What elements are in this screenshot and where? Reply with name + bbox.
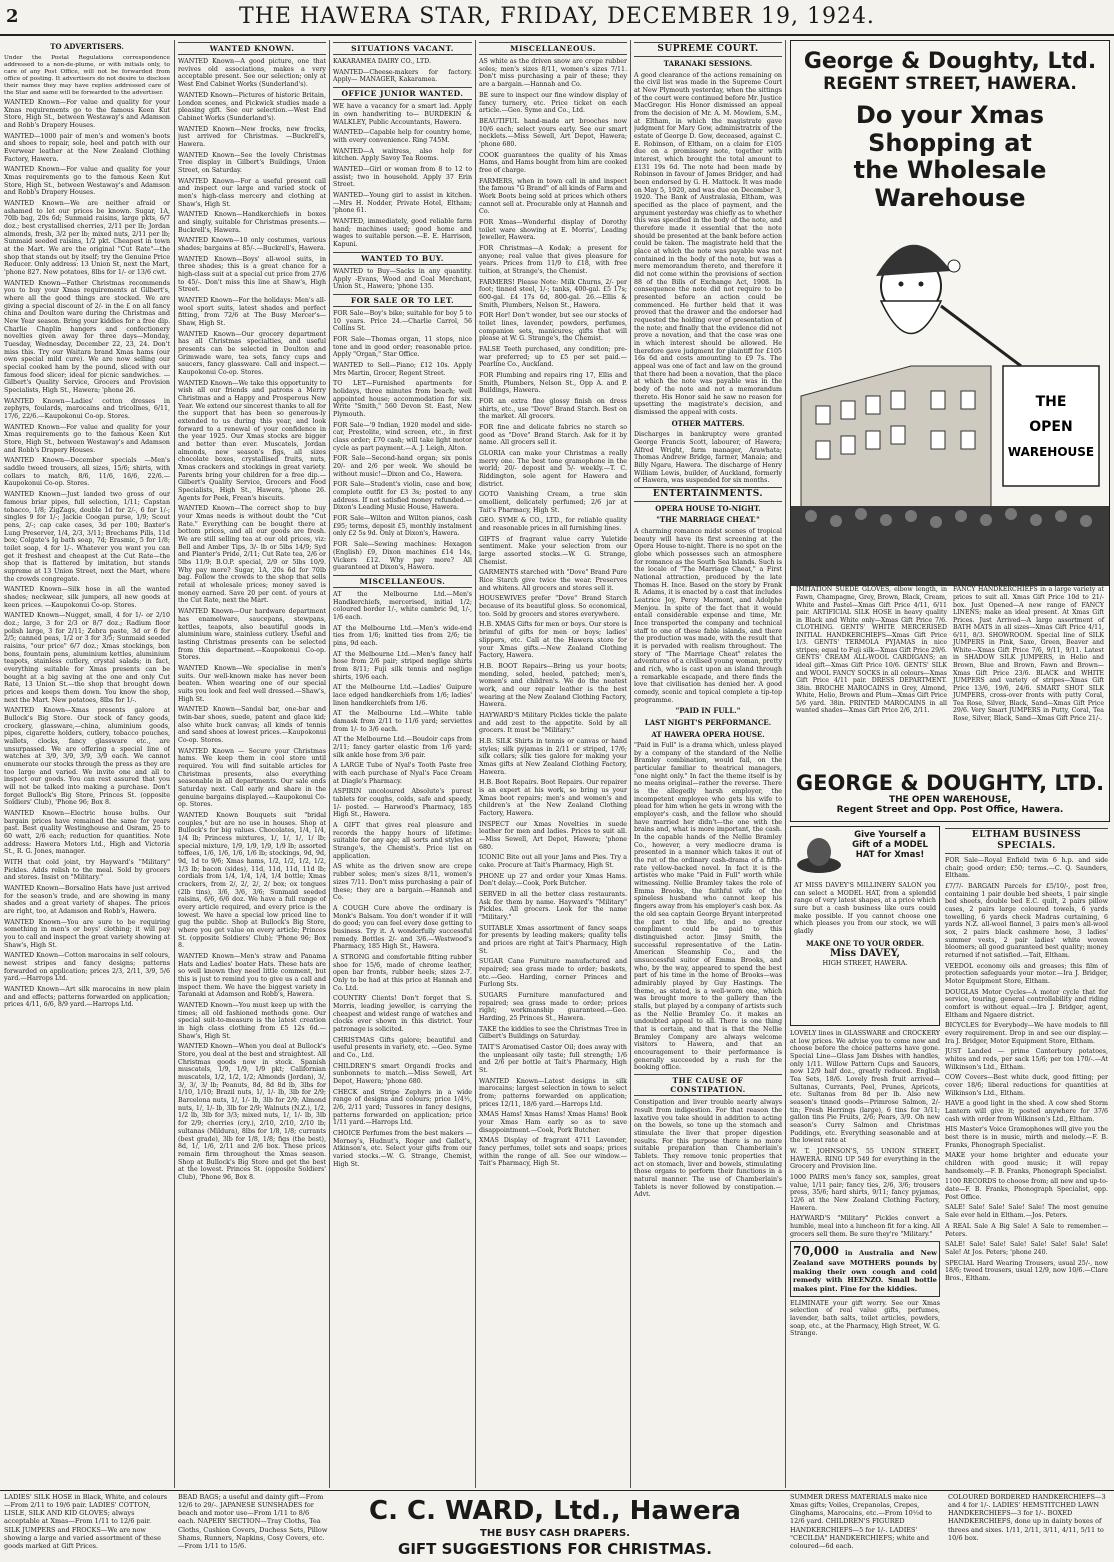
postal-notice: Under the Postal Regulations correspondence addressed to a non-de-plume, or with initials only, to care of any Post Office, will not be forwarded from office of posting. It advertisers do not desire to disclose their names they may have replies addressed care of the Star and same will be forwarded to the advertiser. — [4, 54, 170, 96]
classified-ad: AT the Melbourne Ltd.—Boudoir caps from 2/11; fancy garter elastic from 1/6 yard; silk ankle hose from 3/6 pair. — [333, 736, 472, 759]
classified-ad: H.B. SILK Shirts in tennis or canvas or hand styles; silk pyjamas in 2/11 or striped, 17/6; silk collars; silk ties galore for making your Xmas gifts at New Zealand Clothing Factory, Hawera. — [479, 737, 627, 776]
classified-ad: WANTED, immediately, good reliable farm hand; machines used; good home and wages to suitable person.—E. E. Harrison, Kapuni. — [333, 218, 472, 249]
classified-ad: WANTED Known—Art silk marocains in new plain and and effects; patterns forwarded on application; prices 4/11, 6/6, 8/9 yard.—Harrops Ltd. — [4, 986, 170, 1009]
classified-ad: AT the Melbourne Ltd.—Men's Handkerchiefs, mercerised, initial 1/2; coloured border 1/-, white cambric 9d, 1/-, 1/6 each. — [333, 590, 472, 621]
heenzo-ad: 70,000 in Australia and New Zealand save MOTHERS pounds by making their own cough and cold remedy with HEENZO. Small bottle makes pint. Fine for the kiddies. — [790, 1241, 940, 1296]
store-name: George & Doughty, Ltd. — [803, 49, 1097, 74]
subheading: LAST NIGHT'S PERFORMANCE. — [644, 717, 772, 727]
classified-ad: GIFTS of fragrant value carry Yuletide sentiment. Make your selection from our large assorted stocks.—W. G. Strange, Chemist. — [479, 535, 627, 566]
classified-ad: 1100 RECORDS to choose from; all new and up-to-date—F. B. Franks, Phonograph Specialist, opp. Post Office. — [945, 1178, 1108, 1201]
supreme-court-heading: SUPREME COURT. — [634, 42, 782, 57]
classified-ad: FOR an extra fine glossy finish on dress shirts, etc., use "Dove" Brand Starch. Best on the market. All grocers. — [479, 398, 627, 421]
classified-ad: FOR Her! Don't wonder, but see our stocks of toilet lines, lavender, powders, perfumes, companion sets, manicures; gifts that will please at W. G. Strange's, the Chemist. — [479, 312, 627, 343]
classified-ad: PHONE up 27 and order your Xmas Hams. Don't delay.—Cook, Pork Butcher. — [479, 872, 627, 888]
classified-ad: AT the Melbourne Ltd.—Men's wide-end ties from 1/6; knitted ties from 2/6; tie pins, 9d each. — [333, 624, 472, 648]
classified-ad: A REAL Sale A Big Sale! A Sale to remember.—Peters. — [945, 1222, 1108, 1238]
classified-ad: TAIT'S Aromatised Castor Oil; does away with the unpleasant oily taste; full strength; 1/6 and 2/6 per bottle at Tait's Pharmacy, High St. — [479, 1044, 627, 1075]
classified-ad: CHILDREN'S smart Organdi frocks and sunbonnets to match.—Miss Sewell, Art Depot, Hawera; 'phone 680. — [333, 1062, 472, 1085]
hat-seller: Miss DAVEY, — [829, 947, 901, 959]
classified-ad: FOR Sale—Boy's bike; suitable for boy 5 to 10 years. Price 24.—Charlie Carrol, 56 Collins St. — [333, 310, 472, 333]
classified-ad: SUITABLE Xmas assortment of fancy soaps for presents by leading makers; quality tells and prices are right at Tait's Pharmacy, High St. — [479, 924, 627, 955]
classified-ad: FOR Sale—Student's violin, case and bow, complete outfit for £3 3s; posted to any address. If not satisfied money refunded.—Dixon's Leading Music House, Hawera. — [333, 481, 472, 512]
classified-ad: A STRONG and comfortable fitting rubber shoe for 15/6, made of chrome leather, open bar fronts, rubber heels; sizes 2-7. Only to be had at this price at Hannah and Co. Ltd. — [333, 953, 472, 992]
classified-ad: WANTED Known—10 only costumes, various shades; bargains at 85/-.—Buckrell's, Hawera. — [178, 237, 326, 252]
svg-text:OPEN: OPEN — [1029, 419, 1073, 436]
george-doughty-ad — [790, 40, 1110, 822]
hat-address: HIGH STREET, HAWERA. — [822, 958, 908, 967]
classified-ad: AT the Melbourne Ltd.—Ladies' Guipure lace edged handkerchiefs from 1/6; ladies' linen handkerchiefs from 1/6. — [333, 684, 472, 707]
classified-ad: SUGAR Cane Furniture manufactured and repaired; sea grass made to order; baskets, etc.—Geo. Harding, corner Princes and Furlong Sts. — [479, 958, 627, 989]
column-advertisers — [4, 40, 170, 1488]
classified-ad: MAKE your home brighter and educate your children with good music; it will repay handsomely.—F. B. Franks, Phonograph Specialist. — [945, 1152, 1108, 1175]
classified-ad: FOR Sale—Thomas organ, 11 stops, nice tone and in good order; reasonable price. Apply "Organ," Star Office. — [333, 336, 472, 359]
classified-ad: AT the Melbourne Ltd.—White table damask from 2/11 to 11/6 yard; serviettes from 1/- to 3/6 each. — [333, 710, 472, 733]
classified-ad: WANTED Known—Sandal bar, one-bar and twin-bar shoes, suede, patent and glace kid; also white buck canvas; all kinds of tennis and sand shoes at lowest prices.—Kaupokonui Co-op. Stores. — [178, 706, 326, 744]
classified-ad: WANTED Known—See the lovely Christmas Tree display in Gilbert's Buildings, Union Street, on Saturday. — [178, 151, 326, 174]
classified-ad: FOR Sale—'9 Indian, 1920 model and side-car, Prestolite, wind screen, etc., in first class order; £70 cash; will take light motor cycle as part payment.—A. J. Leigh, Alton. — [333, 421, 472, 452]
column-rule — [785, 40, 786, 1488]
classified-ad: A LARGE Tube of Nyal's Tooth Paste free with each purchase of Nyal's Face Cream at Diagle's Pharmacy. — [333, 762, 472, 785]
ward-slogan: THE BUSY CASH DRAPERS. — [480, 1527, 630, 1539]
cc-ward-ad — [0, 1490, 1114, 1562]
classified-list — [790, 1030, 940, 1238]
section-heading: MISCELLANEOUS. — [479, 42, 627, 55]
classified-list — [945, 857, 1108, 1283]
classified-ad: SUGARS Furniture manufactured and repaired; sea grass made to order; prices right; workmanship guaranteed.—Geo. Harding, 25 Princes St., Hawera. — [479, 992, 627, 1023]
subheading: AT HAWERA OPERA HOUSE. — [651, 729, 765, 739]
classified-ad: FALSE Teeth purchased, any condition; pre-war preferred; up to £5 per set paid.—Pearline Co., Auckland. — [479, 345, 627, 369]
classified-ad: A COUGH Cure above the ordinary is Monk's Balsam. You don't wonder if it will do good; you can feel every dose getting to business. Try it. A wonderfully successful remedy. Bottles 2/- and 3/6.—Westwood's Pharmacy, 185 High St., Hawera. — [333, 904, 472, 951]
section-heading: MISCELLANEOUS. — [333, 575, 472, 588]
classified-ad: ASPIRIN uncoloured Absolute's purest tablets for coughs, colds, safe and speedy, 1/- posted. — Harwood's Pharmacy, 185 High St., Hawera. — [333, 788, 472, 819]
classified-ad: 1000 PAIRS men's fancy sox, samples, great value, 1/11 pair; fancy ties, 2/6, 3/6; trousers press, 35/6; hard shirts, 9/11; fancy pyjamas, 12/6 at the New Zealand Clothing Factory, Hawera. — [790, 1174, 940, 1212]
ward-right-items: COLOURED BORDERED HANDKERCHIEFS—3 and 4 for 1/-. LADIES' HEMSTITCHED LAWN HANDKERCHIEFS—3 for 1/-. BOXED HANDKERCHIEFS, done up in dainty boxes of threes and sixes. 1/11, 2/11, 3/11, 4/11, 5/11 to 10/6 box. — [948, 1493, 1106, 1542]
gd-footer: GEORGE & DOUGHTY, LTD. THE OPEN WAREHOUSE, Regent Street and Opp. Post Office, Hawera. — [795, 771, 1105, 815]
classified-ad: WANTED—Girl or woman from 8 to 12 to assist; two in household. Apply 37 Erin Street. — [333, 166, 472, 189]
classified-ad: JUST Landed — prime Canterbury potatoes, whites and reds, per sack 15/6; per ton 170/-.—At Wilkinson's Ltd., Eltham. — [945, 1048, 1108, 1071]
classified-ad: WANTED Known—Father Christmas recommends you to buy your Xmas requirements at Gilbert's, where all the good things are stocked. We are giving a special discount of 2/- in the £ on all fancy china and Doulton ware during the Christmas and New Year season. Bring your kiddies for a free dip. Charlie Chaplin hangers and confectionery novelties given away for three days—Monday, Tuesday, Wednesday, December 22, 23, 24. Don't miss this. Try our Waitara brand Xmas hams (our own special mild cure). We are now selling our special cooked ham by the pound, sliced with our famous food slicer; ideal for picnic sandwiches. —Gilbert's Quality Service, Grocers and Provision Specialists, High St., Hawera; 'phone 26. — [4, 279, 170, 395]
classified-ad: WANTED Known—We take this opportunity to wish all our friends and patrons a Merry Christmas and a Happy and Prosperous New Year. We extend our sincerest thanks to all for the support that has been so generous-ly extended to us during this year, and look forward to a renewal of your confidence in the year 1925. Our Xmas stocks are bigger and better than ever. Muscatels, Jordan almonds, new season's figs, all sizes chocolate boxes, crystallised fruits, nuts, Xmas crackers and stockings in great variety. Parents bring your children for a free dip.—Gilbert's Quality Service, Grocers and Food Specialists, High St., Hawera, 'phone 26. Agents for Peek, Frean's biscuits. — [178, 379, 326, 502]
newspaper-title: THE HAWERA STAR, FRIDAY, DECEMBER 19, 1924. — [239, 4, 875, 29]
ward-mid-right-items: SUMMER DRESS MATERIALS make nice Xmas gifts; Voiles, Crepanolas, Crepes, Ginghams, Marocains, etc.—From 10½d to 12/6 yard. CHILDREN'S FIGURED HANDKERCHIEFS—5 for 1/-. LADIES' "CECILDA" HANDKERCHIEFS; white and coloured—6d each. — [790, 1493, 932, 1550]
eliminate-ad: ELIMINATE your gift worry. See our Xmas selection of real value gifts, perfumes, lavender, bath salts, toilet articles, powders, soap, etc., at the Pharmacy, High Street, W. G. Strange. — [790, 1299, 940, 1338]
classified-ad: SALE! Sale! Sale! Sale! Sale! The most genuine Sale ever held in Eltham.—Jos. Peters. — [945, 1204, 1108, 1220]
classified-ad: WITH that cold joint, try Hayward's "Military" Pickles. Adds relish to the meal. Sold by grocers and stores. Insist on "Military." — [4, 859, 170, 882]
classified-ad: WANTED Known Bouquets suit "bridal couples," but are no use in houses. Shop at Bullock's for big values. Chocolates, 1/4, 1/4, 1/4 lb; Princess mixtures, 1/, 1/, 1/, 1/ lb; special mixture, 1/9, 1/9, 1/9, 1/9 lb; assorted toffees, 1/6, 1/6, 1/6, 1/6 lb; stockings, 9d, 9d, 9d, 1d to 9/6; Xmas hams, 1/2, 1/2, 1/2, 1/2, 1/3 lb; bacon (sides), 11d, 11d, 11d, 11d lb; cordials from 1/4, 1/4, 1/4, 1/4 bottle; Xmas crackers, from 2/, 2/, 2/, 2/ box; ox tongues (2lb tins), 3/6, 3/6, 3/6; Sunmaid seeded raisins, 6/6, 6/6 doz. We have a full range of every article required, and every price is the lowest. We have a special low priced line to gug the public. Shop at Bullock's Big Store, where you get value on every article; Princes St. (opposite Soldiers' Club); 'Phone 96; Box 8. — [178, 811, 326, 950]
classified-ad: WANTED to Buy—Sacks in any quantity. Apply -Evans, Wood and Coal Merchant, Union St., Hawera; 'phone 135. — [333, 267, 472, 291]
classified-ad: WANTED Known—New frocks, new frocks, just arrived for Christmas. —Buckrell's, Hawera. — [178, 125, 326, 148]
classified-ad: WANTED Known—Men's straw and Panama Hats and Ladies' boater Hats. These hats are so well known they need little comment, but this is just to remind you to give us a call and inspect them. We have the biggest variety in Taranaki at Adamson and Robb's, Hawera. — [178, 953, 326, 999]
classified-list — [333, 58, 472, 84]
section-heading: WANTED KNOWN. — [178, 42, 326, 55]
classified-ad: WANTED Known—Ladies' cotton dresses in zephyrs, foulards, marocains and tricolines, 6/11, 17/6, 22/6.—Kaupokonui Co-op. Stores. — [4, 397, 170, 421]
santa-warehouse-illustration — [791, 216, 1109, 586]
classified-ad: GOTO Vanishing Cream, a true skin emollient, delicately perfumed; 2/6 jar at Tait's Pharmacy, High St. — [479, 491, 627, 514]
classified-ad: LOVELY lines in GLASSWARE and CROCKERY at low prices. We advise you to come now and choose before the choice patterns have gone. Special Line—Glass Jam Dishes with handles, only 1/11. Willow Pattern Cups and Saucers, now 12/9 half doz., greatly reduced. English Tea Sets, 18/6. Lovely fresh fruit arrived—Sultanas, Currants, Peel, Prunes, Apricots, etc. Sultanas from 8d per lb. Also new season's tinned goods—Primrose Salmon, 2/- tin; Fresh Herrings (large), 6 tins for 3/11; gallon tins Pie Fruits, 2/6; Pears, 3/9. Oh new season's Curry Salmon and Christmas Puddings, etc. Everything seasonable and at the lowest rate at — [790, 1030, 940, 1145]
classified-ad: WANTED Known—For value and quality for your Xmas requirements go to the famous Keen Kut Store, High St., between Westaway's and Adamson and Robb's Drapery Houses. — [4, 98, 170, 129]
classified-ad: A GIFT that gives real pleasure and records the happy hours of lifetime: suitable for any age; all sorts and styles at Strange's, the Chemist's. Price list on application. — [333, 822, 472, 860]
classified-ad: HIS Master's Voice Gramophones will give you the best there is in music, mirth and melody.—F. B. Franks, Phonograph Specialist. — [945, 1126, 1108, 1149]
masthead — [0, 0, 1114, 36]
classified-ad: WANTED—Cheese-makers for factory. Apply— MANAGER, Kakaramea. — [333, 68, 472, 84]
classified-ad: WANTED Known—Pictures of historic Britain, London scenes, and Pickwick studies made a pleasing gift. See our selection.—West End Cabinet Works (Sunderland's). — [178, 91, 326, 122]
column-rule — [630, 40, 631, 1488]
classified-ad: WANTED Known—For value and quality for your Xmas requirements go to the famous Keen Kut Store, High St., between Westaway's and Adamson and Robb's Drapery Houses. — [4, 166, 170, 197]
classified-ad: H.B. XMAS Gifts for men or boys. Our store is brimful of gifts for men or boys; ladies' slippers, etc. Call at the Hawera store for your Xmas gifts.—New Zealand Clothing Factory, Hawera. — [479, 621, 627, 660]
classified-ad: £7/7/- BARGAIN Parcels for £5/10/-, post free, containing 1 pair double bed sheets, 1 pair single bed sheets, double bed E.C. quilt, 2 pairs pillow cases, 2 pairs large coloured towels, 6 yards towelling, 6 yards check Madras curtaining, 6 yards N.Z. all-wool flannel, 3 pairs men's all-wool sox, 2 pairs black cashmere hose, 3 ladies' summer vests, 2 pair ladies' white woven bloomers; all good guaranteed best quality; money returned if not satisfied.—Tait, Eltham. — [945, 882, 1108, 959]
classified-ad: WANTED Known—Just landed two gross of our famous briar pipes, full selection, 1/11; Capstan tobacco, 1/8; ZigZags, double 1d for 2/-, 6 for 1/-; singles 9 for 1/-; Jackie Coogan purse, 1/9; Scout pens, 2/-; cap cake cases, 3d per 100; Baxter's Lung Preserver, 1/4, 2/3, 3/11; Brechams Pills, 11d box; Colgate's Ig bath soap, 7d; Erasmic, 5 for 1/8; toilet soap, 4 for 1/-. Whatever you want you can get it freshest and cheapest at the Cut Rate—the shop that is flattered by imitation, but stands supreme at 13 Union Street, next the Mart, where the crowds congregate. — [4, 491, 170, 583]
classified-ad: WANTED Known—You are sure to be requiring something in men's or boys' clothing; it will pay you to call and inspect the great variety showing at Shaw's, High St. — [4, 918, 170, 949]
subheading: TARANAKI SESSIONS. — [663, 58, 753, 68]
constipation-heading: THE CAUSE OF CONSTIPATION. — [634, 1074, 782, 1096]
classified-ad: AT the Melbourne Ltd.—Men's fancy half hose from 2/6 pair; striped neglige shirts from 8/11; Fuji silk tennis and neglige shirts, 19/6 each. — [333, 650, 472, 681]
classified-ad: WANTED Known—Our hardware department has enamelware, saucepans, stewpans, kettles, teapots, also beautiful goods in aluminium ware, stainless cutlery. Useful and lasting Christmas presents can be selected from this department.—Kaupokonui Co-op. Stores. — [178, 608, 326, 662]
classified-ad: WANTED Known—Silk hose in all the wanted shades; neckwear, silk jumpers, all new goods at keen prices. —Kaupokonui Co-op. Stores. — [4, 586, 170, 609]
classified-ad: WANTED Known—We are neither afraid or ashamed to let our prices be known. Sugar, 1A, 70lb bag, 20s 6d; Sunmaid raisins, large pkts, 6/7 doz.; best crystallised cherries, 2/11 per lb; Jordan almonds, fresh, 3/2 per lb; mixed nuts, 2/11 per lb; Sunmaid seeded raisins, 1/2 pkt. Cheapest in town at the Mart. We are the original "Cut Rate"—the shop that stands out by itself; try the Genuine Price Reducer. Only address: 13 Union St, next the Mart, 'phone 827. New potatoes, 8lbs for 1/- or 13/6 cwt. — [4, 199, 170, 277]
classified-list — [333, 103, 472, 248]
classified-ad: WANTED Known — Secure your Christmas hams. We keep them in cool store until required. You will find suitable articles for Christmas presents, also everything seasonable in all departments. Our sale ends Saturday next. Call early and share in the genuine bargains displayed.—Kaupokonui Co-op. Stores. — [178, 747, 326, 809]
classified-ad: WANTED Known—A good picture, one that revives old associations, makes a very acceptable present. See our selection; only at West End Cabinet Works (Sunderland's). — [178, 58, 326, 89]
classified-ad: WANTED Known—Electric house bulbs. Our bargain prices have remained the same for years past. Best quality Westinghouse and Osram, 25 to 60 watt, 2/6 each; reduction for quantities. Note address: Hawera Motors Ltd., High and Victoria St., R. G. Jones, manager. — [4, 810, 170, 856]
classified-ad: COUNTRY Clients! Don't forget that S. Morris, leading jeweller, is carrying the cheapest and widest range of watches and clocks ever shown in this district. Your patronage is solicited. — [333, 995, 472, 1033]
subheading: OPERA HOUSE TO-NIGHT. — [655, 503, 761, 513]
classified-ad: GLORIA can make your Christmas a really merry one. The best tone gramophone in the world; 20/- deposit and 5/- weekly.—T. C. Riddington, sole agent for Hawera and district. — [479, 450, 627, 488]
column-glassware — [790, 1030, 940, 1486]
classified-ad: FOR Xmas—Wonderful display of Dorothy toilet ware showing at E. Morris', Leading Jeweller, Hawera. — [479, 218, 627, 242]
column-eltham — [945, 826, 1108, 1486]
classified-ad: WANTED Known—Nugget, small, 4 for 1/- or 2/10 doz.; large, 3 for 2/3 or 8/7 doz.; Radium floor polish large, 3 for 2/11; Zebra paste, 3d or 6 for 2/5; canned peas, 1/2 or 3 for 3/5; Sunmaid seeded raisins, "our price" 6/7 doz.; Xmas stockings, bon bons, fountain pens, aluminium kettles, aluminium teapots, stainless cutlery, crystal salads; in fact, everything suitable for Xmas presents can be bought at a big saving at the one and only Cut Rate, 13 Union St.—the shop that brought down prices and keeps them down. You know the shop, next the Mart. New potatoes, 8lbs for 1/-. — [4, 612, 170, 704]
classified-ad: WANTED—1000 pair of men's and women's boots and shoes to repair, sole, heel and patch with our Everwear leather at the New Zealand Clothing Factory, Hawera. — [4, 132, 170, 163]
classified-ad: XMAS Hams! Xmas Hams! Xmas Hams! Book your Xmas Ham early so as to save disappointment.—Cook, Pork Butcher. — [479, 1111, 627, 1134]
classified-ad: FARMERS, when in town call in and inspect the famous "G Brand" of all kinds of Farm and Work Boots being sold at prices which others cannot sell at. Procurable only at Hannah and Co. — [479, 177, 627, 216]
classified-list — [4, 99, 170, 1009]
page-number: 2 — [6, 6, 19, 27]
ward-left-items: LADIES' SILK HOSE in Black, White, and colours—From 2/11 to 19/6 pair. LADIES' COTTON, LISLE, SILK AND KID GLOVES; always acceptable at Xmas—From 1/11 to 12/6 pair. SILK JUMPERS and FROCKS—We are now showing a large and varied assortment of these goods marked at Gift Prices. — [4, 1493, 168, 1550]
sign-text: THE — [1035, 394, 1067, 411]
classified-ad: WANTED Known—For value and quality for your Xmas requirements go to the famous Keen Kut Store, High St., between Westaway's and Adamson and Robb's Drapery Houses. — [4, 423, 170, 454]
classified-ad: WANTED Known—Borsalino Hats have just arrived for the season's trade, and are showing in many shades and a great variety of shapes. The prices are right, too, at Adamson and Robb's, Hawera. — [4, 885, 170, 916]
classified-ad: SALE! Sale! Sale! Sale! Sale! Sale! Sale! Sale! Sale! At Jos. Peters; 'phone 240. — [945, 1241, 1108, 1256]
classified-ad: FOR Sale—Royal Enfield twin 6 h.p. and side chair; good order; £50; terms.—C. Q. Saunders, Eltham. — [945, 856, 1108, 880]
ad-slogan: Do your Xmas Shopping at the Wholesale Warehouse — [853, 101, 1047, 212]
ward-mid-left-items: BEAD BAGS; a useful and dainty gift—From 12/6 to 29/-. JAPANESE SUNSHADES for beach and motor use—From 1/11 to 8/6 each. NAPERY SECTION—Tray Cloths, Tea Cloths, Cushion Covers, Duchess Sets, Pillow Shams, Runners, Napkins, Cosy Covers, etc.—From 1/11 to 15/6. — [178, 1493, 328, 1550]
classified-ad: SERVED in all the better class restaurants. Ask for them by name. Hayward's "Military" Pickles. All grocers. Look for the name "Military." — [479, 890, 627, 921]
classified-ad: SPECIAL Hard Wearing Trousers, usual 25/-, now 18/6; tweed trousers, usual 12/9, now 10/6.—Clare Bros., Eltham. — [945, 1259, 1108, 1282]
classified-ad: AS white as the driven snow are crepe rubber soles; men's sizes 8/11, women's sizes 7/11. Don't miss purchasing a pair of these; they are a bargain.—Hannah and Co. — [333, 863, 472, 902]
classified-ad: CHECK and Stripe Zephyrs in a wide range of designs and colours; price 1/4½, 2/6, 2/11 yard; Tussores in fancy designs, patterns forwarded on application; price 1/11 yard.—Harrops Ltd. — [333, 1088, 472, 1127]
classified-ad: WANTED Known—For a useful present call and inspect our large and varied stock of men's high-class mercery and clothing at Shaw's, High St. — [178, 177, 326, 208]
classified-ad: CHRISTMAS Gifts galore; beautiful and useful presents in variety, etc. —Geo. Syme and Co., Ltd. — [333, 1036, 472, 1059]
eltham-heading: ELTHAM BUSINESS SPECIALS. — [945, 828, 1108, 854]
classified-ad: WANTED—Young girl to assist in kitchen.—Mrs H. Nodder, Private Hotel, Eltham; 'phone 61. — [333, 192, 472, 215]
section-heading: FOR SALE OR TO LET. — [333, 294, 472, 307]
classified-ad: WANTED Known—When you deal at Bullock's Store, you deal at the best and straightest. All Christmas goods now in stock. Spanish muscatels, 1/9, 1/9, 1/9 pkt; Californian muscatels, 1/2, 1/2, 1/2; Almonds (Jordan), 3/, 3/, 3/, 3/ lb; Peanuts, 8d, 8d 8d lb, 3lbs for 1/10, 1/10; Brazil nuts, 1/, 1/- lb, 3lb for 2/9; Barcelona nuts, 1/, 1/- lb, 3lb for 2/9; Almond nuts, 1/, 1/- lb, 3lb for 2/9; Walnuts (N.Z.), 1/2, 1/2 lb, 3lb for 3/3; mixed nuts, 1/, 1/- lb, 3lb for 2/9; cherries (cry.), 2/10, 2/10, 2/10 lb; sultanas (Mildura), 8lbs for 1/8, 1/8; currants (best grade), 3lb for 1/8, 1/8; figs (the best), 8d, 1/, 1/6, 2/11 and 2/6 box. These prices remain firm throughout the Xmas season. Shop at Bullock's Big Store and get the best at the lowest. Princes St. (opposite Soldiers' Club), 'Phone 96, Box 8. — [178, 1043, 326, 1181]
classified-ad: WANTED Known—For the holidays: Men's all-wool sport suits, latest shades and perfect fitting, from 72/6 at The Busy Mercer's—Shaw, High St. — [178, 296, 326, 327]
classified-ad: HOUSEWIVES prefer "Dove" Brand Starch because of its beautiful gloss. So economical, too. Sold by grocers and stores everywhere. — [479, 595, 627, 618]
section-heading: OFFICE JUNIOR WANTED. — [333, 87, 472, 100]
classified-ad: WE have a vacancy for a smart lad. Apply in own handwriting to— BURDEKIN & WALKLEY, Public Accountants, Hawera. — [333, 103, 472, 126]
classified-ad: BICYCLES for Everybody—We have models to fill every requirement. Drop in and see our display.—Ira J. Bridger, Motor Equipment Store, Eltham. — [945, 1022, 1108, 1045]
classified-ad: WANTED Known—Handkerchiefs in boxes and singly, suitable for Christmas presents.—Buckrell's, Hawera. — [178, 211, 326, 234]
ward-store-name: C. C. WARD, Ltd., Hawera — [369, 1496, 741, 1526]
classified-list — [479, 58, 627, 1168]
column-wanted-known — [178, 40, 326, 1488]
classified-ad: COOK guarantees the quality of his Xmas Hams, and Hams bought from him are cooked free of charge. — [479, 151, 627, 174]
classified-ad: WANTED—A waitress, also help for kitchen. Apply Savoy Tea Rooms. — [333, 147, 472, 163]
article-body: Discharges in bankruptcy were granted George Francis Scott, labourer, of Hawera; Alfred Wright, farm manager, Arawhata; Thomas Andrew Bridge, farmer, Manaia; and Billy Ngaru, Hawera. The discharge of Henry William Lewis, builder, of Auckland, formerly of Hawera, was suspended for six months. — [634, 431, 782, 485]
classified-list — [178, 58, 326, 1181]
classified-ad: WANTED Known—Our grocery department has all Christmas specialties, and useful presents can be selected in Doulton and Grimwade ware, tea sets, fancy cups and saucers, fancy glassware. Call and inspect.—Kaupokonui Co-op. Stores. — [178, 330, 326, 376]
ward-gift-line: GIFT SUGGESTIONS FOR CHRISTMAS. — [398, 1540, 712, 1558]
classified-ad: KAKARAMEA DAIRY CO., LTD. — [333, 58, 431, 66]
classified-ad: WANTED Known—Boys' all-wool suits, in three shades; this is a great chance for a high-class suit at a special cut price from 27/6 to 45/-. Don't miss this line at Shaw's, High Street. — [178, 255, 326, 294]
column-miscellaneous — [479, 40, 627, 1488]
classified-list — [333, 268, 472, 291]
classified-ad: INSPECT our Xmas Novelties in suede leather for men and ladies. Prices to suit all.—Miss Sewell, Art Depot, Hawera; 'phone 680. — [479, 820, 627, 851]
article-body: "Paid in Full" is a drama which, unless played by a company of the standard of the Nellie Bramley combination, would fail, on the particular familiar to theatrical managers, "one night only." In fact the theme itself is by no means original—rather the reverse. There is the allegedly harsh employer, the incompetent employee who gets his wife to plead for him when he gets in wrong with the employer's cash, and the fellow who should have married her didn't—the one with the brains and, what is more important, the cash. In the capable hands of the Nellie Bramley Co., however, a very mediocre drama is presented in a manner which takes it out of the rut of the ordinary cash-drama of a fifth-rate yellow-backed novel. In fact it is the artistes who make "Paid in Full" worth while witnessing. Nellie Bramley takes the role of Emma Brooks, the faithful wife of the spineless husband who cannot keep his fingers away from his employer's cash box. As the old sea captain George Bryant interpreted the part to the life, and no greater compliment could be paid to this distinguished actor. Jimsy Smith, the successful representative of the Latin-American Steamship Co., and the unsuccessful suitor of Emma Brooks, and who, by the way, appeared to spend the best part of his time in the home of Brooks—was admirably played by Guy Hastings. The theme, as stated, is a well-worn one, which was brought more to the gallery than the stalls, but played by a company of artists such as the Nellie Bramley Co. it makes an undoubted appeal to all. There is one thing that is certain, and that is that the Nellie Bramley Company are always welcome visitors to Hawera, and that an encouragement to their performance is generally succeeded by a rush for the booking office. — [634, 742, 782, 1072]
classified-ad: WANTED Known—December specials —Men's saddle tweed trousers, all sizes, 15/6; shirts, with collars to match, 8/6, 11/6, 16/6, 22/6.—Kaupokonui Co-op. Stores. — [4, 457, 170, 488]
classified-ad: FOR fine and delicate fabrics no starch so good as "Dove" Brand Starch. Ask for it by name. All grocers sell it. — [479, 424, 627, 447]
classified-ad: GARMENTS starched with "Dove" Brand Pure Rice Starch give twice the wear. Preserves and whitens. All grocers and stores sell it. — [479, 569, 627, 592]
column-rule — [329, 40, 330, 1488]
column-rule — [475, 40, 476, 1488]
classified-ad: ICONIC Bite out all your Jams and Pies. Try a cake. Procure at Tait's Pharmacy, High St. — [479, 854, 627, 869]
classified-ad: CHOICE Perfumes from the best makers — Morney's, Hudnut's, Roger and Gallet's, Atkinson's, etc. Select your gifts from our varied stocks.—W. G. Strange, Chemist, High St. — [333, 1129, 472, 1168]
classified-ad: WANTED Known—Xmas presents galore at Bullock's Big Store. Our stock of fancy goods, crockery, glassware,—china, aluminium goods, pipes, cigarette holders, cutlery, tobacco pouches, wallets, clocks, fancy glassware etc., are unsurpassed. We are offering a special line of watches at 3/9, 3/9, 3/9, 3/9 each. We cannot enumerate our stocks through the press as they are too large and varied. We invite one and all to inspect our goods. You can rest assured that you will not be talked into making a purchase. Don't forget Bullock's Big Store, Princes St. (opposite Soldiers' Club), 'Phone 96; Box 8. — [4, 707, 170, 807]
hat-cta: MAKE ONE TO YOUR ORDER. — [805, 938, 925, 948]
classified-ad: WANTED—Capable help for country home, with every convenience. Ring 745M. — [333, 129, 472, 144]
classified-ad: HAYWARD'S Military Pickles tickle the palate and add zest to the appetite. Sold by all grocers. It must be "Military." — [479, 711, 627, 735]
classified-ad: W. T. JOHNSON'S, 55 UNION STREET, HAWERA. RING UP 549 for everything in the Grocery and Provision line. — [790, 1148, 940, 1171]
classified-ad: GEO. SYME & CO., LTD., for reliable quality and reasonable prices in all furnishing lines. — [479, 517, 627, 533]
classified-ad: VEEDOL economy oils and greases; this film of protection safeguards your motor.—Ira J. Bridger, Motor Equipment Store, Eltham. — [945, 962, 1108, 986]
classified-ad: H.B. BOOT Repairs—Bring us your boots; mending, soled, heeled, patched; men's, women's and children's. We do the neatest work, and our repair leather is the best wearing at the New Zealand Clothing Factory, Hawera. — [479, 662, 627, 709]
classified-ad: XMAS Display of fragrant 4711 Lavender, fancy perfumes, toilet sets and soaps; prices within the range of all. See our window.—Tait's Pharmacy, High St. — [479, 1137, 627, 1168]
classified-ad: WANTED Known—You must keep up with the times; all old fashioned methods gone. Our special suit-to-measure is the latest creation in high class clothing from £5 12s 6d.—Shaw's, High St. — [178, 1002, 326, 1040]
classified-ad: FOR Christmas—A Kodak; a present for anyone; real value that gives pleasure for years. Prices from 11/9 to £18, with free tuition, at Strange's, the Chemist. — [479, 244, 627, 275]
gd-right-items: FANCY HANDKERCHIEFS in a large variety at prices to suit all. Xmas Gift Price 10d to 21/- box. Just Opened—A new range of FANCY LINENS; make an ideal present. At Xmas Gift Prices. Just Arrived—A large assortment of BATH MATS in all sizes—Xmas Gift Price 4/11, 6/11, 8/3. SHOWROOM. Special line of SILK JUMPERS in Pink, Saxe, Green, Beaver and White—Xmas Gift Price 7/6, 9/11, 9/11. Latest in SHADOW SILK JUMPERS, in Helio and Brown, Blue and Brown, Fawn and Brown—Xmas Gift Price 23/6. BLACK and WHITE JUMPERS and variety of stripes—Xmas Gift Price 13/6, 19/6, 24/6. SMART SHOT SILK JUMPERS, cross-over fronts with putty Coral, Tea Rose, Silver, Black, Sand—Xmas Gift Price 29/6. Very Smart JUMPERS in Putty, Coral, Tea Rose, Silver, Black, Sand—Xmas Gift Price 21/-. — [953, 586, 1104, 722]
classified-ad: WANTED Known—We specialise in men's suits. Our well-known make has never been beaten. When wearing one of our special suits you look and feel well dressed.—Shaw's, High St. — [178, 664, 326, 703]
subheading: "THE MARRIAGE CHEAT." — [656, 515, 760, 525]
column-situations — [333, 40, 472, 1488]
classified-ad: WANTED Known—The correct shop to buy your Xmas needs is without doubt the "Cut Rate." Everything can be bought there at bottom prices, and all our goods are fresh. We are still selling tea at our old prices, viz: Bell and Amber Tips, 3/- lb or 5lbs 14/9; Syd and Planter's Pride, 2/11; Cut Rate tea, 2/6 or 5lbs 11/9; B.O.P. special, 2/9 or 5lbs 10/9. Why pay more? Sugar, 1A, 20s 6d for 70lb bag. Follow the crowds to the shop that sells retail at wholesale prices; money saved is money earned. Save 20 per cent. of yours at the Cut Rate, next the Mart. — [178, 505, 326, 605]
model-hat-ad — [790, 826, 940, 1026]
section-heading: WANTED TO BUY. — [333, 252, 472, 265]
classified-ad: COW Covers—Best white duck, good fitting; per cover 18/6; liberal reductions for quantities at Wilkinson's Ltd., Eltham. — [945, 1074, 1108, 1097]
classified-list — [333, 310, 472, 572]
entertainments-heading: ENTERTAINMENTS. — [634, 487, 782, 502]
classified-ad: TAKE the kiddies to see the Christmas Tree in Gilbert's Buildings on Saturday. — [479, 1025, 627, 1041]
classified-ad: HAYWARD'S "Military" Pickles convert a humble, meal into a luncheon fit for a king. All grocers sell them. Be sure they're "Military." — [790, 1215, 940, 1238]
classified-ad: DOUGLAS Motor Cycles—A motor cycle that for service, touring, general controllability and riding comfort is without equal.—Ira J. Bridger, agent, Eltham and Ngaere district. — [945, 988, 1108, 1019]
hat-headline: Give Yourself a Gift of a MODEL HAT for Xmas! — [852, 830, 928, 860]
classified-ad: FOR Sale—Second-hand organ; six ponis 20/- and 2/6 per week. We should be without music!—Dixon and Co., Hawera. — [333, 455, 472, 478]
column-news — [634, 40, 782, 1488]
classified-ad: WANTED to Sell—Piano; £12 10s. Apply Mrs Martin, Grocer, Regent Street. — [333, 362, 472, 377]
classified-ad: AS white as the driven snow are crepe rubber soles; men's sizes 8/11, women's sizes 7/11. Don't miss purchasing a pair of these; they are a bargain.—Hannah and Co. — [479, 58, 627, 89]
classified-ad: FOR Sale—Sewing machines: Hexagon (English) £9, Dixon machines £14 14s, Vickers £12. Why pay more? All guaranteed at Dixon's, Hawera. — [333, 541, 472, 572]
classified-ad: WANTED Known—Cotton marocains in self colours, newest stripes and fancy designs; patterns forwarded on application; prices 2/3, 2/11, 3/9, 5/6 yard.—Harrops Ltd. — [4, 952, 170, 983]
ward-banner — [335, 1495, 775, 1559]
hat-body: AT MISS DAVEY'S MILLINERY SALON you can select a MODEL HAT, from a splendid range of very latest shapes, at a price which sure but a cash business like ours could make possible. If you cannot choose one which pleases you from our stock, we will gladly — [794, 882, 936, 936]
subheading: "PAID IN FULL." — [675, 706, 741, 716]
classified-ad: BE sure to inspect our fine window display of fancy turnery, etc. Price ticket on each article.—Geo. Syme and Co., Ltd. — [479, 91, 627, 115]
classified-ad: FOR Plumbing and repairs ring 17, Ellis and Smith, Plumbers, Nelson St., Opp A. and P. Buildings, Hawera. — [479, 372, 627, 395]
classified-ad: TO LET—Furnished apartments for holidays, three minutes from beach; well appointed house; accommodation for six. Write "Smith," 560 Devon St. East, New Plymouth. — [333, 380, 472, 419]
gd-left-items: IMITATION SUEDE GLOVES, elbow length, in Fawn, Champagne, Grey, Brown, Black, Cream, White and Pastel—Xmas Gift Price 4/11, 6/11 pair. ARTIFICIAL SILK HOSE in heavy quality in Black and White only—Xmas Gift Price 7/6. CLOTHING. GENTS' WHITE MERCERISED INITIAL HANDKERCHIEFS—Xmas Gift Price 1/3. GENTS' TERMOLA PYJAMAS in nice stripes; equal to Fuji silk—Xmas Gift Price 29/6. GENTS' CREAM ALL-WOOL CARDIGANS; an ideal gift—Xmas Gift Price 10/6. GENTS' SILK and WOOL FANCY SOCKS in all colours—Xmas Gift Price 4/11 pair. DRESS DEPARTMENT. 38in. BROCHE MAROCAINS in Grey, Almond, White, Helio, Brown and Plum—Xmas Gift Price 5/6 yard. 38in. PRINTED MAROCAINS in all wanted shades—Xmas Gift Price 2/6, 2/11. — [796, 586, 947, 715]
article-body: A good clearance of the actions remaining on the civil list was made in the Supreme Court at New Plymouth yesterday, when the sittings of the court were continued before Mr. Justice MacGregor. His Honor dismissed an appeal from the decision of Mr. A. M. Mowlem, S.M., at Eltham, in which the magistrate gave judgment for Mary Gow, administratrix of the estate of George D. Gow, deceased, against C. E. Robinson, of Eltham, on a claim for £105 due on a promissory note, together with interest, which brought the total amount to £131 19s 6d. The note had been made by Robinson in favour of James Bridger, and had been endorsed by G. H. Mattock. It was made on May 5, 1920, and was due on December 3, 1920. The Bank of Australasia, Eltham, was specified as the place of payment, and the argument yesterday was chiefly as to whether this was specified in the body of the note, and therefore made it essential that the note should be presented at the bank before action could be taken. The magistrate held that the place at which the note was payable was not contained in the body of the note, but was a mere memorandum thereto, and therefore it did not come within the provisions of section 88 of the Bills of Exchange Act, 1908. In consequence the note did not require to be presented before an action could be commenced. He further held that it was proved that the drawer and the endorser had requested the holding over of presentation of the note; and finally that the evidence did not prove a novation, and that the case was one in which interest should be allowed. He therefore gave judgment for plaintiff for £105 16s 6d and costs amounting to £9 7s. The appeal was one of fact and law on the ground that there had been a novation, that the place at which the note was payable was in the body of the note and not a memorandum thereto. His Honor said he saw no reason for upsetting the magistrate's decision, and dismissed the appeal with costs. — [634, 71, 782, 417]
article-body: A charming romance midst scenes of tropical beauty will have its first screening at the Opera House to-night. There is no spot on the globe which possesses such an atmosphere for romance as the South Sea Islands. Such is the locale of "The Marriage Cheat," a First National attraction, produced by the late Thomas H. Ince. Based on the story by Frank R. Adams, it is enacted by a cast that includes Leatrice Joy, Percy Marmont, and Adolphe Menjou. In spite of the fact that it would entail considerable expense and time, Mr. Ince transported the company and technical staff to one of these fable islands, and there the production was made, with the result that it is pervaded with realism throughout. The story of "The Marriage Cheat" relates the adventures of a civilised young woman, pretty and rich, who is cast upon an island through a remarkable escapade, and there finds the love that civilisation has denied her. A good comedy, scenic and topical complete a tip-top programme. — [634, 528, 782, 704]
subheading: OTHER MATTERS. — [671, 418, 745, 428]
svg-text:WAREHOUSE: WAREHOUSE — [1007, 445, 1095, 460]
classified-list — [333, 591, 472, 1168]
section-heading: SITUATIONS VACANT. — [333, 42, 472, 55]
article-body: Constipation and liver trouble nearly always result from indigestion. For that reason the laxative you take should in addition to acting on the bowels, so tone up the stomach and stimulate the liver that proper digestion results. For this purpose there is no more suitable preparation than Chamberlain's Tablets. They remove tonic properties that act on stomach, liver and bowels, stimulating those organs to perform their functions in a natural manner. The use of Chamberlain's Tablets is never followed by constipation.—Advt. — [634, 1099, 782, 1199]
classified-ad: BEAUTIFUL hand-made art brooches now 10/6 each; select yours early. See our smart necklets.—Miss Sewell, Art Depot, Hawera; 'phone 680. — [479, 117, 627, 148]
classified-ad: FOR Sale—Wilton and Wilton pianos, cash £95; terms, deposit £5, monthly instalment only £2 5s 9d. Only at Dixon's, Hawera. — [333, 515, 472, 538]
column-rule — [174, 40, 175, 1488]
classified-ad: WANTED Known—Latest designs in silk marocains; largest selection in town to select from; patterns forwarded on application; prices 12/11, 18/6 yard.—Harrops Ltd. — [479, 1077, 627, 1108]
advertisers-heading: TO ADVERTISERS. — [50, 42, 124, 51]
store-address: REGENT STREET, HAWERA. — [823, 74, 1077, 94]
classified-ad: HAVE a good light in the shed. A cow shed Storm Lantern will give it; posted anywhere for 37/6 cash with order from Wilkinson's Ltd., Eltham. — [945, 1100, 1108, 1123]
hat-icon — [794, 830, 844, 880]
classified-ad: H.B. Boot Repairs. Boot Repairs. Our repairer is an expert at his work, so bring us your Xmas boot repairs; men's and women's and children's at the New Zealand Clothing Factory, Hawera. — [479, 779, 627, 817]
classified-ad: FARMERS! Please Note: Milk Churns, 2/- per foot; tinned steel, 1/-; tanks, 400-gal. £5 17s; 600-gal. £4 17s 6d, 800-gal. 26.—Ellis & Smith, Plumbers, Nelson St., Hawera. — [479, 278, 627, 309]
